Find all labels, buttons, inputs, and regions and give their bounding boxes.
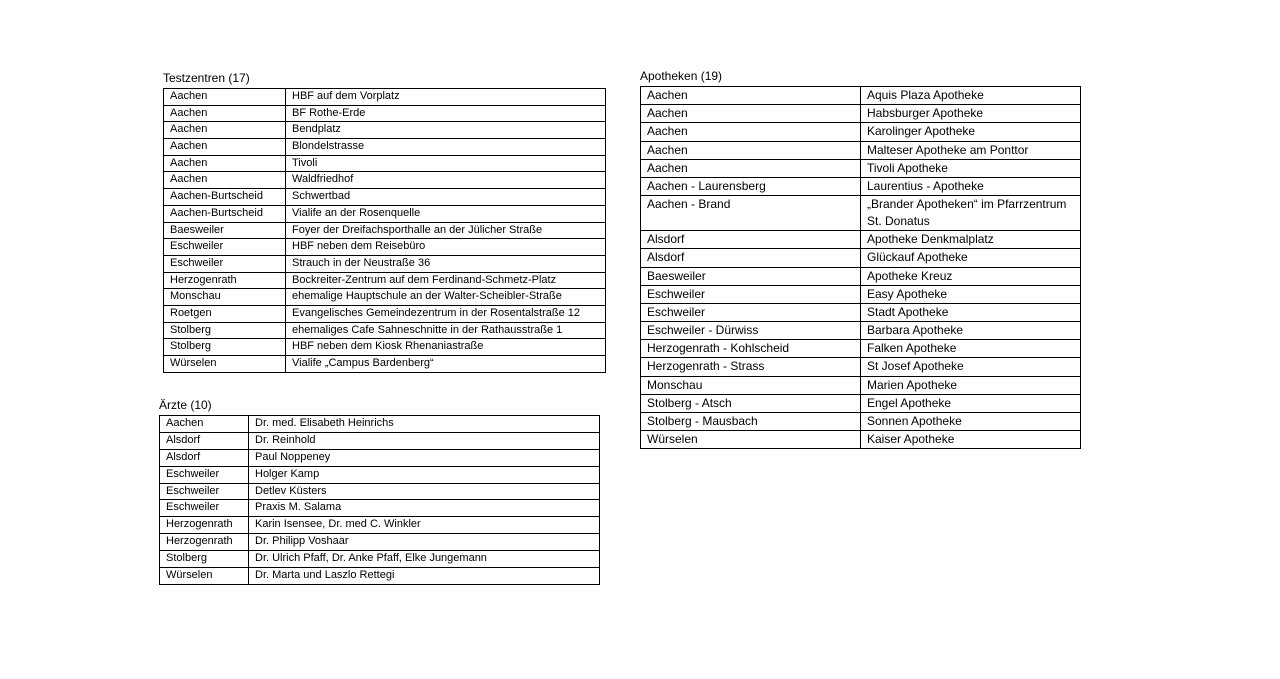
location-cell: Würselen <box>164 356 286 373</box>
table-row <box>160 551 600 568</box>
location-cell: Aachen <box>164 89 286 106</box>
location-cell: Stolberg <box>164 339 286 356</box>
location-cell: Roetgen <box>164 305 286 322</box>
facility-cell: HBF neben dem Kiosk Rhenaniastraße <box>286 339 606 356</box>
location-cell: Eschweiler - Dürwiss <box>641 322 861 340</box>
table-row <box>164 356 606 373</box>
facility-cell: Barbara Apotheke <box>861 322 1081 340</box>
location-cell: Eschweiler <box>164 255 286 272</box>
facility-cell: Foyer der Dreifachsporthalle an der Jülicher Straße <box>286 222 606 239</box>
testzentren-table <box>163 88 606 373</box>
table-row <box>160 449 600 466</box>
table-row <box>164 322 606 339</box>
facility-cell: Praxis M. Salama <box>249 500 600 517</box>
table-row <box>641 413 1081 431</box>
facility-cell: Apotheke Denkmalplatz <box>861 231 1081 249</box>
location-cell: Aachen <box>164 139 286 156</box>
facility-cell: Stadt Apotheke <box>861 303 1081 321</box>
location-cell: Eschweiler <box>160 466 249 483</box>
location-cell: Aachen <box>164 122 286 139</box>
table-row <box>641 303 1081 321</box>
table-row <box>164 122 606 139</box>
table-row <box>641 231 1081 249</box>
facility-cell: Vialife an der Rosenquelle <box>286 205 606 222</box>
location-cell: Aachen - Brand <box>641 196 861 231</box>
facility-cell: Vialife „Campus Bardenberg“ <box>286 356 606 373</box>
location-cell: Eschweiler <box>164 239 286 256</box>
location-cell: Würselen <box>160 568 249 585</box>
table-row <box>160 483 600 500</box>
table-row <box>160 466 600 483</box>
facility-cell: Falken Apotheke <box>861 340 1081 358</box>
table-row <box>641 358 1081 376</box>
table-row <box>164 255 606 272</box>
table-row <box>164 139 606 156</box>
location-cell: Herzogenrath <box>160 517 249 534</box>
facility-cell: Glückauf Apotheke <box>861 249 1081 267</box>
location-cell: Aachen - Laurensberg <box>641 177 861 195</box>
table-row <box>641 249 1081 267</box>
table-row <box>641 141 1081 159</box>
table-row <box>164 205 606 222</box>
table-row <box>160 432 600 449</box>
location-cell: Aachen <box>641 123 861 141</box>
table-row <box>160 416 600 433</box>
facility-cell: Easy Apotheke <box>861 285 1081 303</box>
location-cell: Aachen <box>641 105 861 123</box>
apotheken-title: Apotheken (19) <box>640 69 723 83</box>
location-cell: Aachen <box>164 105 286 122</box>
table-row <box>164 172 606 189</box>
location-cell: Aachen <box>164 155 286 172</box>
table-row <box>641 105 1081 123</box>
location-cell: Stolberg - Atsch <box>641 394 861 412</box>
facility-cell: ehemalige Hauptschule an der Walter-Scheibler-Straße <box>286 289 606 306</box>
facility-cell: Habsburger Apotheke <box>861 105 1081 123</box>
facility-cell: Evangelisches Gemeindezentrum in der Rosentalstraße 12 <box>286 305 606 322</box>
facility-cell: Dr. Reinhold <box>249 432 600 449</box>
table-row <box>641 340 1081 358</box>
facility-cell: Schwertbad <box>286 189 606 206</box>
location-cell: Eschweiler <box>641 303 861 321</box>
location-cell: Aachen <box>164 172 286 189</box>
facility-cell: Dr. Ulrich Pfaff, Dr. Anke Pfaff, Elke Jungemann <box>249 551 600 568</box>
facility-cell: Karolinger Apotheke <box>861 123 1081 141</box>
facility-cell: Kaiser Apotheke <box>861 431 1081 449</box>
table-row <box>641 431 1081 449</box>
facility-cell: Tivoli Apotheke <box>861 159 1081 177</box>
table-row <box>641 87 1081 105</box>
apotheken-table <box>640 86 1081 449</box>
location-cell: Stolberg - Mausbach <box>641 413 861 431</box>
facility-cell: Paul Noppeney <box>249 449 600 466</box>
table-row <box>641 376 1081 394</box>
facility-cell: Apotheke Kreuz <box>861 267 1081 285</box>
facility-cell: Tivoli <box>286 155 606 172</box>
facility-cell: ehemaliges Cafe Sahneschnitte in der Rathausstraße 1 <box>286 322 606 339</box>
location-cell: Alsdorf <box>641 231 861 249</box>
facility-cell: Blondelstrasse <box>286 139 606 156</box>
location-cell: Aachen-Burtscheid <box>164 205 286 222</box>
table-row <box>160 534 600 551</box>
table-row <box>164 239 606 256</box>
aerzte-section <box>159 398 600 585</box>
facility-cell: BF Rothe-Erde <box>286 105 606 122</box>
location-cell: Alsdorf <box>641 249 861 267</box>
location-cell: Alsdorf <box>160 449 249 466</box>
facility-cell: Marien Apotheke <box>861 376 1081 394</box>
table-row <box>641 267 1081 285</box>
location-cell: Eschweiler <box>160 500 249 517</box>
facility-cell: St Josef Apotheke <box>861 358 1081 376</box>
location-cell: Baesweiler <box>641 267 861 285</box>
facility-cell: Malteser Apotheke am Ponttor <box>861 141 1081 159</box>
facility-cell: Sonnen Apotheke <box>861 413 1081 431</box>
facility-cell: Aquis Plaza Apotheke <box>861 87 1081 105</box>
location-cell: Alsdorf <box>160 432 249 449</box>
facility-cell: Laurentius - Apotheke <box>861 177 1081 195</box>
testzentren-title: Testzentren (17) <box>163 71 250 85</box>
location-cell: Aachen <box>641 159 861 177</box>
facility-cell: HBF neben dem Reisebüro <box>286 239 606 256</box>
table-row <box>164 189 606 206</box>
table-row <box>164 289 606 306</box>
table-row <box>164 222 606 239</box>
aerzte-table <box>159 415 600 585</box>
location-cell: Aachen <box>160 416 249 433</box>
location-cell: Herzogenrath <box>164 272 286 289</box>
location-cell: Eschweiler <box>160 483 249 500</box>
table-row <box>641 196 1081 231</box>
location-cell: Monschau <box>641 376 861 394</box>
facility-cell: Detlev Küsters <box>249 483 600 500</box>
facility-cell: Dr. Philipp Voshaar <box>249 534 600 551</box>
table-row <box>641 159 1081 177</box>
testzentren-section <box>163 71 606 373</box>
facility-cell: „Brander Apotheken“ im Pfarrzentrum St. Donatus <box>861 196 1081 231</box>
facility-cell: Holger Kamp <box>249 466 600 483</box>
table-row <box>164 105 606 122</box>
location-cell: Monschau <box>164 289 286 306</box>
location-cell: Aachen-Burtscheid <box>164 189 286 206</box>
table-row <box>164 339 606 356</box>
table-row <box>164 272 606 289</box>
table-row <box>641 285 1081 303</box>
location-cell: Eschweiler <box>641 285 861 303</box>
table-row <box>160 517 600 534</box>
facility-cell: Engel Apotheke <box>861 394 1081 412</box>
location-cell: Aachen <box>641 87 861 105</box>
table-row <box>641 394 1081 412</box>
table-row <box>164 155 606 172</box>
facility-cell: Waldfriedhof <box>286 172 606 189</box>
location-cell: Würselen <box>641 431 861 449</box>
location-cell: Herzogenrath - Kohlscheid <box>641 340 861 358</box>
facility-cell: Dr. Marta und Laszlo Rettegi <box>249 568 600 585</box>
apotheken-section <box>640 69 1081 449</box>
table-row <box>164 89 606 106</box>
facility-cell: Bendplatz <box>286 122 606 139</box>
table-row <box>641 123 1081 141</box>
location-cell: Stolberg <box>160 551 249 568</box>
facility-cell: HBF auf dem Vorplatz <box>286 89 606 106</box>
table-row <box>641 322 1081 340</box>
table-row <box>641 177 1081 195</box>
facility-cell: Bockreiter-Zentrum auf dem Ferdinand-Schmetz-Platz <box>286 272 606 289</box>
location-cell: Stolberg <box>164 322 286 339</box>
aerzte-title: Ärzte (10) <box>159 398 212 412</box>
facility-cell: Strauch in der Neustraße 36 <box>286 255 606 272</box>
facility-cell: Karin Isensee, Dr. med C. Winkler <box>249 517 600 534</box>
table-row <box>160 500 600 517</box>
location-cell: Baesweiler <box>164 222 286 239</box>
facility-cell: Dr. med. Elisabeth Heinrichs <box>249 416 600 433</box>
location-cell: Herzogenrath <box>160 534 249 551</box>
table-row <box>164 305 606 322</box>
table-row <box>160 568 600 585</box>
location-cell: Aachen <box>641 141 861 159</box>
location-cell: Herzogenrath - Strass <box>641 358 861 376</box>
